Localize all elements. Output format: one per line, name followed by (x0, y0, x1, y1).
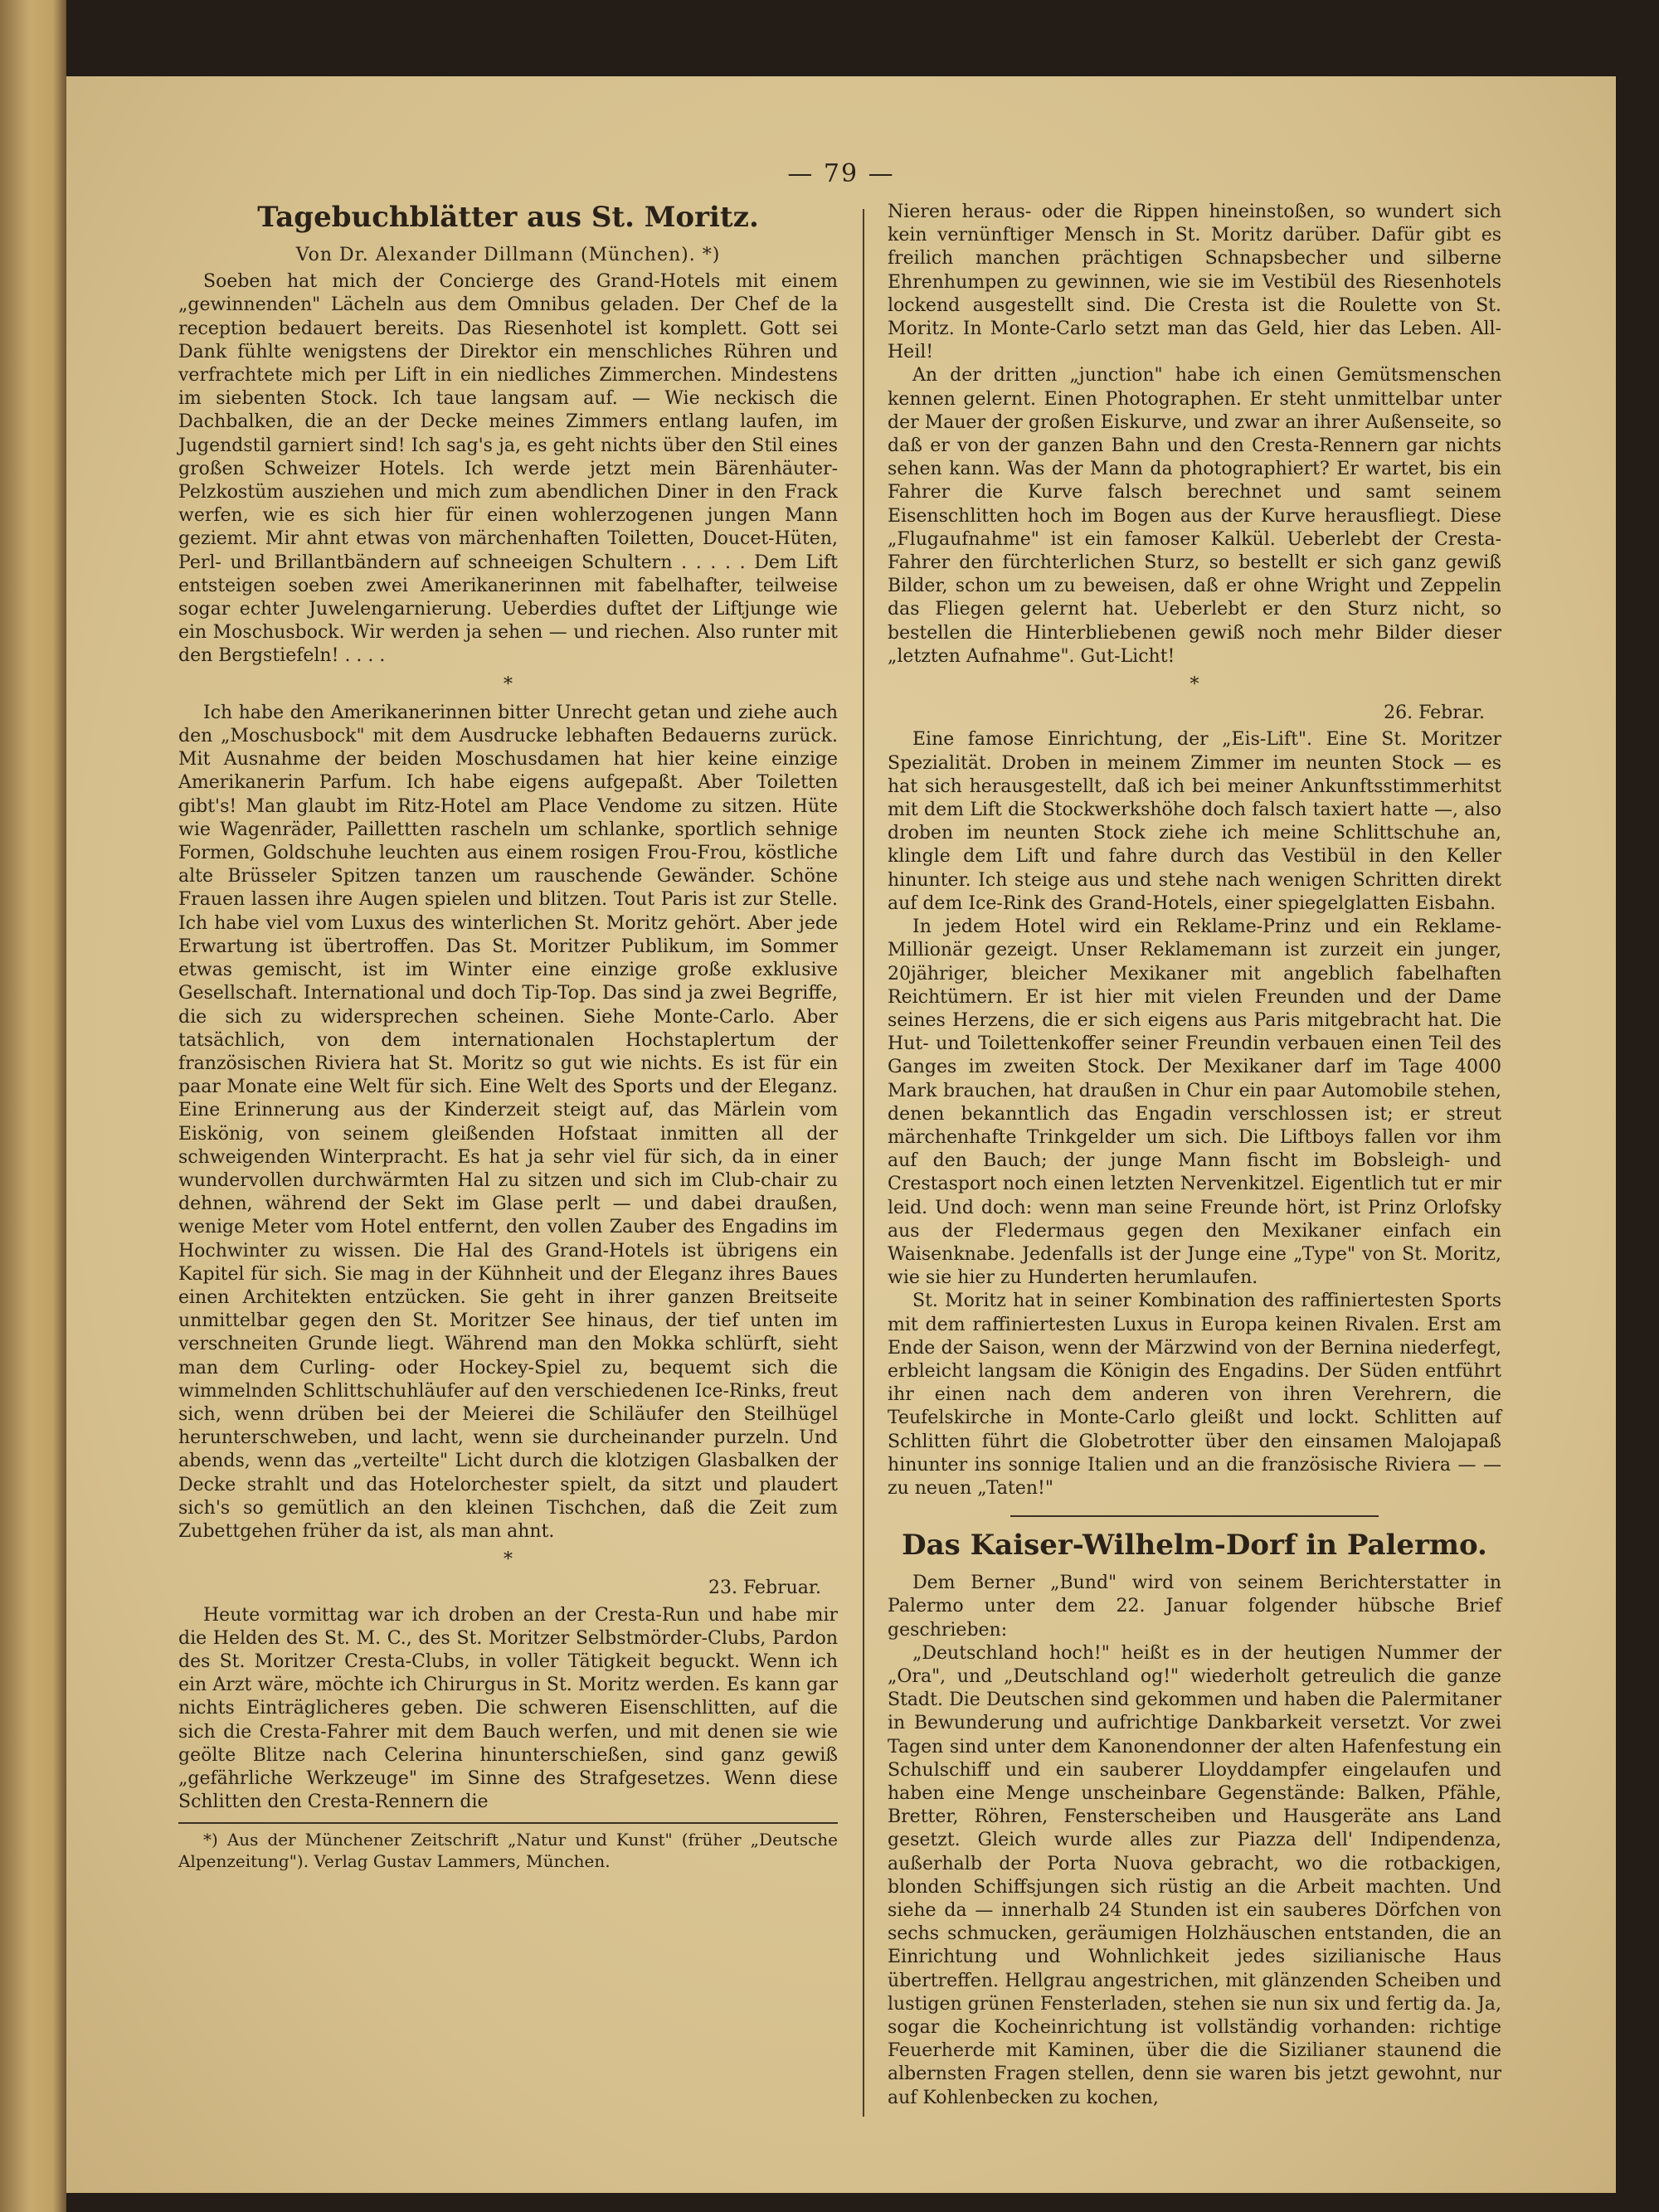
paragraph: Heute vormittag war ich droben an der Cresta-Run und habe mir die Helden des St. M. C., des St. Moritzer Selbstmörder-Clubs, Pardon des St. Moritzer Cresta-Clubs, in voller Tätigkeit beguckt. Wenn ich ein Arzt wäre, möchte ich Chirurgus in St. Moritz werden. Es kann gar nichts Einträglicheres geben. Die schweren Eisenschlitten, auf die sich die Cresta-Fahrer mit dem Bauch werfen, und mit denen sie wie geölte Blitze nach Celerina hinunterschießen, sind ganz gewiß „gefährliche Werkzeuge" im Sinne des Strafgesetzes. Wenn diese Schlitten den Cresta-Rennern die (178, 1604, 838, 1813)
diary-date: 26. Febrar. (1384, 702, 1485, 724)
paragraph: An der dritten „junction" habe ich einen Gemütsmenschen kennen gelernt. Einen Photographen. Er steht unmittelbar unter der Mauer der großen Eiskurve, und zwar an ihrer Außenseite, so daß er von der ganzen Bahn und den Cresta-Rennern gar nichts sehen kann. Was der Mann da photographiert? Er wartet, bis ein Fahrer die Kurve falsch berechnet und samt seinem Eisenschlitten hoch im Bogen aus der Kurve herausfliegt. Diese „Flugaufnahme" ist ein famoser Kalkül. Ueberlebt der Cresta-Fahrer den fürchterlichen Sturz, so bestellt er sich ganz gewiß Bilder, schon um zu beweisen, daß er ohne Wright und Zeppelin das Fliegen gelernt hat. Ueberlebt er den Sturz nicht, so bestellen die Hinterbliebenen gewiß noch mehr Bilder dieser „letzten Aufnahme". Gut-Licht! (888, 365, 1501, 667)
diary-date: 23. Februar. (708, 1578, 821, 1599)
paragraph: Ich habe den Amerikanerinnen bitter Unrecht getan und ziehe auch den „Moschusbock" mit dem Ausdrucke lebhaften Bedauerns zurück. Mit Ausnahme der beiden Moschusdamen hat hier keine einzige Amerikanerin Parfum. Ich habe eigens aufgepaßt. Aber Toiletten gibt's! Man glaubt im Ritz-Hotel am Place Vendome zu sitzen. Hüte wie Wagenräder, Paillettten rascheln um schlanke, sportlich sehnige Formen, Goldschuhe leuchten aus einem rosigen Frou-Frou, köstliche alte Brüsseler Spitzen tanzen um rauschende Gewänder. Schöne Frauen lassen ihre Augen spielen und blitzen. Tout Paris ist zur Stelle. Ich habe viel vom Luxus des winterlichen St. Moritz gehört. Aber jede Erwartung ist übertroffen. Das St. Moritzer Publikum, im Sommer etwas gemischt, ist im Winter eine einzige große exklusive Gesellschaft. International und doch Tip-Top. Das sind ja zwei Begriffe, die sich zu widersprechen scheinen. Siehe Monte-Carlo. Aber tatsächlich, von dem internationalen Hochstaplertum der französischen Riviera hat St. Moritz so gut wie nichts. Es ist für ein paar Monate eine Welt für sich. Eine Welt des Sports und der Eleganz. Eine Erinnerung aus der Kinderzeit steigt auf, das Märlein vom Eiskönig, von seinem gleißenden Hofstaat inmitten all der schweigenden Winterpracht. Es hat ja sehr viel für sich, da in einer wundervollen durchwärmten Hal zu sitzen und sich im Club-chair zu dehnen, während der Sekt im Glase perlt — und dabei draußen, wenige Meter vom Hotel entfernt, den vollen Zauber des Engadins im Hochwinter zu wissen. Die Hal des Grand-Hotels ist übrigens ein Kapitel für sich. Sie mag in der Kühnheit und der Eleganz ihres Baues einen Architekten entzücken. Sie geht in ihrer ganzen Breitseite unmittelbar gegen den St. Moritzer See hinaus, der tief unten im verschneiten Grunde liegt. Während man den Mokka schlürft, sieht man dem Curling- oder Hockey-Spiel zu, bequemt sich die wimmelnden Schlittschuhläufer auf den verschiedenen Ice-Rinks, freut sich, wenn drüben bei der Meierei die Schiläufer den Steilhügel herunterschweben, und lacht, wenn sie durcheinander purzeln. Und abends, wenn das „verteilte" Licht durch die klotzigen Glasbalken der Decke strahlt und das Hotelorchester spielt, da sitzt und plaudert sich's so gemütlich an den kleinen Tischchen, daß die Zeit zum Zubettgehen früher da ist, als man ahnt. (178, 702, 838, 1542)
page-number: — 79 — (787, 159, 895, 188)
right-column (888, 201, 1501, 2110)
column-divider (863, 209, 864, 2117)
footnote-divider (178, 1822, 838, 1824)
left-column (178, 201, 838, 1872)
paragraph: In jedem Hotel wird ein Reklame-Prinz und ein Reklame-Millionär gezeigt. Unser Reklamemann ist zurzeit ein junger, 20jähriger, bleicher Mexikaner mit angeblich fabelhaften Reichtümern. Er ist hier mit vielen Freunden und der Dame seines Herzens, die er sich eigens aus Paris mitgebracht hat. Die Hut- und Toilettenkoffer seiner Freundin verbauen einen Teil des Ganges im zweiten Stock. Der Mexikaner darf im Tage 4000 Mark brauchen, hat draußen in Chur ein paar Automobile stehen, denen bekanntlich das Engadin verschlossen ist; er streut märchenhafte Trinkgelder um sich. Die Liftboys fallen vor ihm auf den Bauch; der junge Mann fischt im Bobsleigh- und Crestasport noch einen letzten Nervenkitzel. Eigentlich tut er mir leid. Und doch: wenn man seine Freunde hört, ist Prinz Orlofsky aus der Fledermaus gegen den Mexikaner einfach ein Waisenknabe. Jedenfalls ist der Junge eine „Type" von St. Moritz, wie sie hier zu Hunderten herumlaufen. (888, 916, 1501, 1289)
paragraph: „Deutschland hoch!" heißt es in der heutigen Nummer der „Ora", und „Deutschland og!" wiederholt getreulich die ganze Stadt. Die Deutschen sind gekommen und haben die Palermitaner in Bewunderung und aufrichtige Dankbarkeit versetzt. Vor zwei Tagen sind unter dem Kanonendonner der alten Hafenfestung ein Schulschiff und ein sauberer Lloyddampfer eingelaufen und haben eine Menge unscheinbare Gegenstände: Balken, Pfähle, Bretter, Röhren, Fensterscheiben und Hausgeräte ans Land gesetzt. Gleich wurde alles zur Piazza dell' Indipendenza, außerhalb der Porta Nuova gebracht, wo die rotbackigen, blonden Schiffsjungen sich rüstig an die Arbeit machten. Und siehe da — innerhalb 24 Stunden ist ein sauberes Dörfchen von sechs schmucken, geräumigen Holzhäuschen entstanden, die an Einrichtung und Wohnlichkeit jedes sizilianische Haus übertreffen. Hellgrau angestrichen, mit glänzenden Scheiben und lustigen grünen Fensterladen, stehen sie nun six und fertig da. Ja, sogar die Kocheinrichtung ist vollständig vorhanden: richtige Feuerherde mit Kaminen, über die die Sizilianer staunend die albernsten Fragen stellen, denn sie waren bis jetzt gewohnt, nur auf Kohlenbecken zu kochen, (888, 1642, 1501, 2108)
article-title: Das Kaiser-Wilhelm-Dorf in Palermo. (902, 1529, 1487, 1563)
article-divider (1010, 1515, 1379, 1517)
byline: Von Dr. Alexander Dillmann (München). *) (295, 245, 721, 265)
paragraph: Nieren heraus- oder die Rippen hineinstoßen, so wundert sich kein vernünftiger Mensch in St. Moritz darüber. Dafür gibt es freilich manchen prächtigen Schnapsbecher und silberne Ehrenhumpen zu gewinnen, wie sie im Vestibül des Riesenhotels lockend ausgestellt sind. Die Cresta ist die Roulette von St. Moritz. In Monte-Carlo setzt man das Geld, hier das Leben. All-Heil! (888, 202, 1501, 363)
section-separator: * (1190, 674, 1199, 696)
paragraph: St. Moritz hat in seiner Kombination des raffiniertesten Sports mit dem raffiniertesten Luxus in Europa keinen Rivalen. Erst am Ende der Saison, wenn der Märzwind von der Bernina niederfegt, erbleicht langsam die Königin des Engadins. Der Süden entführt ihr einen nach dem anderen von ihren Verehrern, die Teufelskirche in Monte-Carlo gleißt und lockt. Schlitten auf Schlitten führt die Globetrotter über den einsamen Malojapaß hinunter ins sonnige Italien und an die französische Riviera — — zu neuen „Taten!" (888, 1291, 1501, 1499)
section-separator: * (504, 1549, 513, 1571)
footnote: *) Aus der Münchener Zeitschrift „Natur und Kunst" (früher „Deutsche Alpenzeitung"). Verlag Gustav Lammers, München. (178, 1830, 838, 1872)
newspaper-page (66, 76, 1616, 2193)
paragraph: Eine famose Einrichtung, der „Eis-Lift". Eine St. Moritzer Spezialität. Droben in meinem Zimmer im neunten Stock — es hat sich herausgestellt, daß ich bei meiner Ankunftsstimmerhitst mit dem Lift die Stockwerkshöhe doch falsch taxiert hatte —, also droben im neunten Stock ziehe ich meine Schlittschuhe an, klingle dem Lift und fahre durch das Vestibül in den Keller hinunter. Ich steige aus und stehe nach wenigen Schritten direkt auf dem Ice-Rink des Grand-Hotels, einer spiegelglatten Eisbahn. (888, 729, 1501, 914)
article-title: Tagebuchblätter aus St. Moritz. (257, 201, 759, 234)
paragraph: Dem Berner „Bund" wird von seinem Berichterstatter in Palermo unter dem 22. Januar folgender hübsche Brief geschrieben: (888, 1573, 1501, 1641)
paragraph: Soeben hat mich der Concierge des Grand-Hotels mit einem „gewinnenden" Lächeln aus dem Omnibus geladen. Der Chef de la reception bedauert bereits. Das Riesenhotel ist komplett. Gott sei Dank fühlte wenigstens der Direktor ein menschliches Rühren und verfrachtete mich per Lift in ein niedliches Zimmerchen. Mindestens im siebenten Stock. Ich taue langsam auf. — Wie neckisch die Dachbalken, die an der Decke meines Zimmers entlang laufen, im Jugendstil garniert sind! Ich sag's ja, es geht nichts über den Stil eines großen Schweizer Hotels. Ich werde jetzt mein Bärenhäuter-Pelzkostüm ausziehen und mich zum abendlichen Diner in den Frack werfen, wie es sich hier für einen wohlerzogenen jungen Mann geziemt. Mir ahnt etwas von märchenhaften Toiletten, Doucet-Hüten, Perl- und Brillantbändern auf schneeigen Schultern . . . . . Dem Lift entsteigen soeben zwei Amerikanerinnen mit fabelhafter, teilweise sogar echter Juwelengarnierung. Ueberdies duftet der Liftjunge wie ein Moschusbock. Wir werden ja sehen — und riechen. Also runter mit den Bergstiefeln! . . . . (178, 271, 838, 667)
section-separator: * (504, 673, 513, 695)
book-spine (0, 0, 66, 2212)
